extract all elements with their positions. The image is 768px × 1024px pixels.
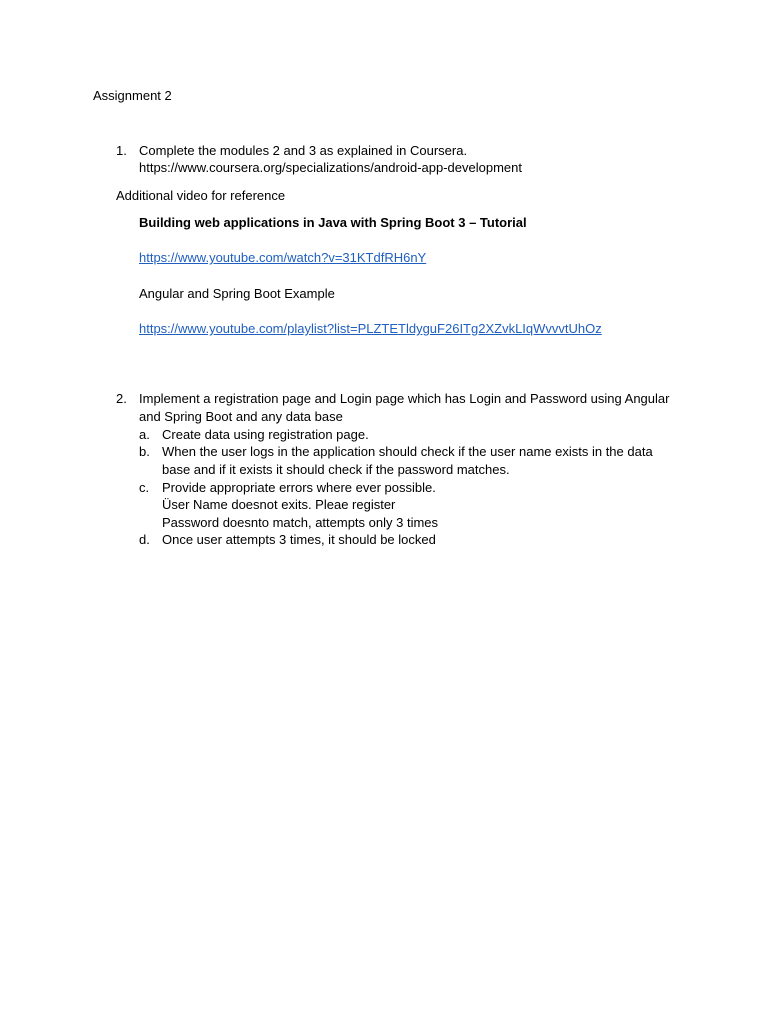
subitem-b-line2: base and if it exists it should check if the password matches. — [162, 462, 510, 477]
additional-video-label: Additional video for reference — [116, 188, 286, 203]
sublist-marker-c: c. — [139, 480, 150, 495]
sublist-marker-b: b. — [139, 444, 150, 459]
sublist-marker-a: a. — [139, 427, 150, 442]
subitem-c-line1: Provide appropriate errors where ever possible. — [162, 480, 436, 495]
list-marker-1: 1. — [116, 143, 127, 158]
resource-heading-angular: Angular and Spring Boot Example — [139, 286, 335, 301]
subitem-d-line1: Once user attempts 3 times, it should be locked — [162, 532, 436, 547]
list-marker-2: 2. — [116, 391, 127, 406]
item2-line2: and Spring Boot and any data base — [139, 409, 343, 424]
resource-link-youtube-watch[interactable]: https://www.youtube.com/watch?v=31KTdfRH6nY — [139, 250, 427, 265]
document-title: Assignment 2 — [93, 88, 172, 103]
resource-link-2-wrapper — [139, 320, 602, 337]
resource-link-youtube-playlist[interactable]: https://www.youtube.com/playlist?list=PLZTETldyguF26ITg2XZvkLIqWvvvtUhOz — [139, 321, 602, 336]
resource-heading-spring-boot: Building web applications in Java with Spring Boot 3 – Tutorial — [139, 215, 527, 230]
item1-url-text: https://www.coursera.org/specializations/android-app-development — [139, 160, 522, 175]
item2-line1: Implement a registration page and Login page which has Login and Password using Angular — [139, 391, 670, 406]
sublist-marker-d: d. — [139, 532, 150, 547]
item1-text: Complete the modules 2 and 3 as explained in Coursera. — [139, 143, 468, 158]
subitem-c-line2: Üser Name doesnot exits. Pleae register — [162, 497, 396, 512]
resource-link-1-wrapper — [139, 249, 426, 266]
subitem-a-line1: Create data using registration page. — [162, 427, 369, 442]
subitem-c-line3: Password doesnto match, attempts only 3 times — [162, 515, 439, 530]
subitem-b-line1: When the user logs in the application should check if the user name exists in the data — [162, 444, 653, 459]
